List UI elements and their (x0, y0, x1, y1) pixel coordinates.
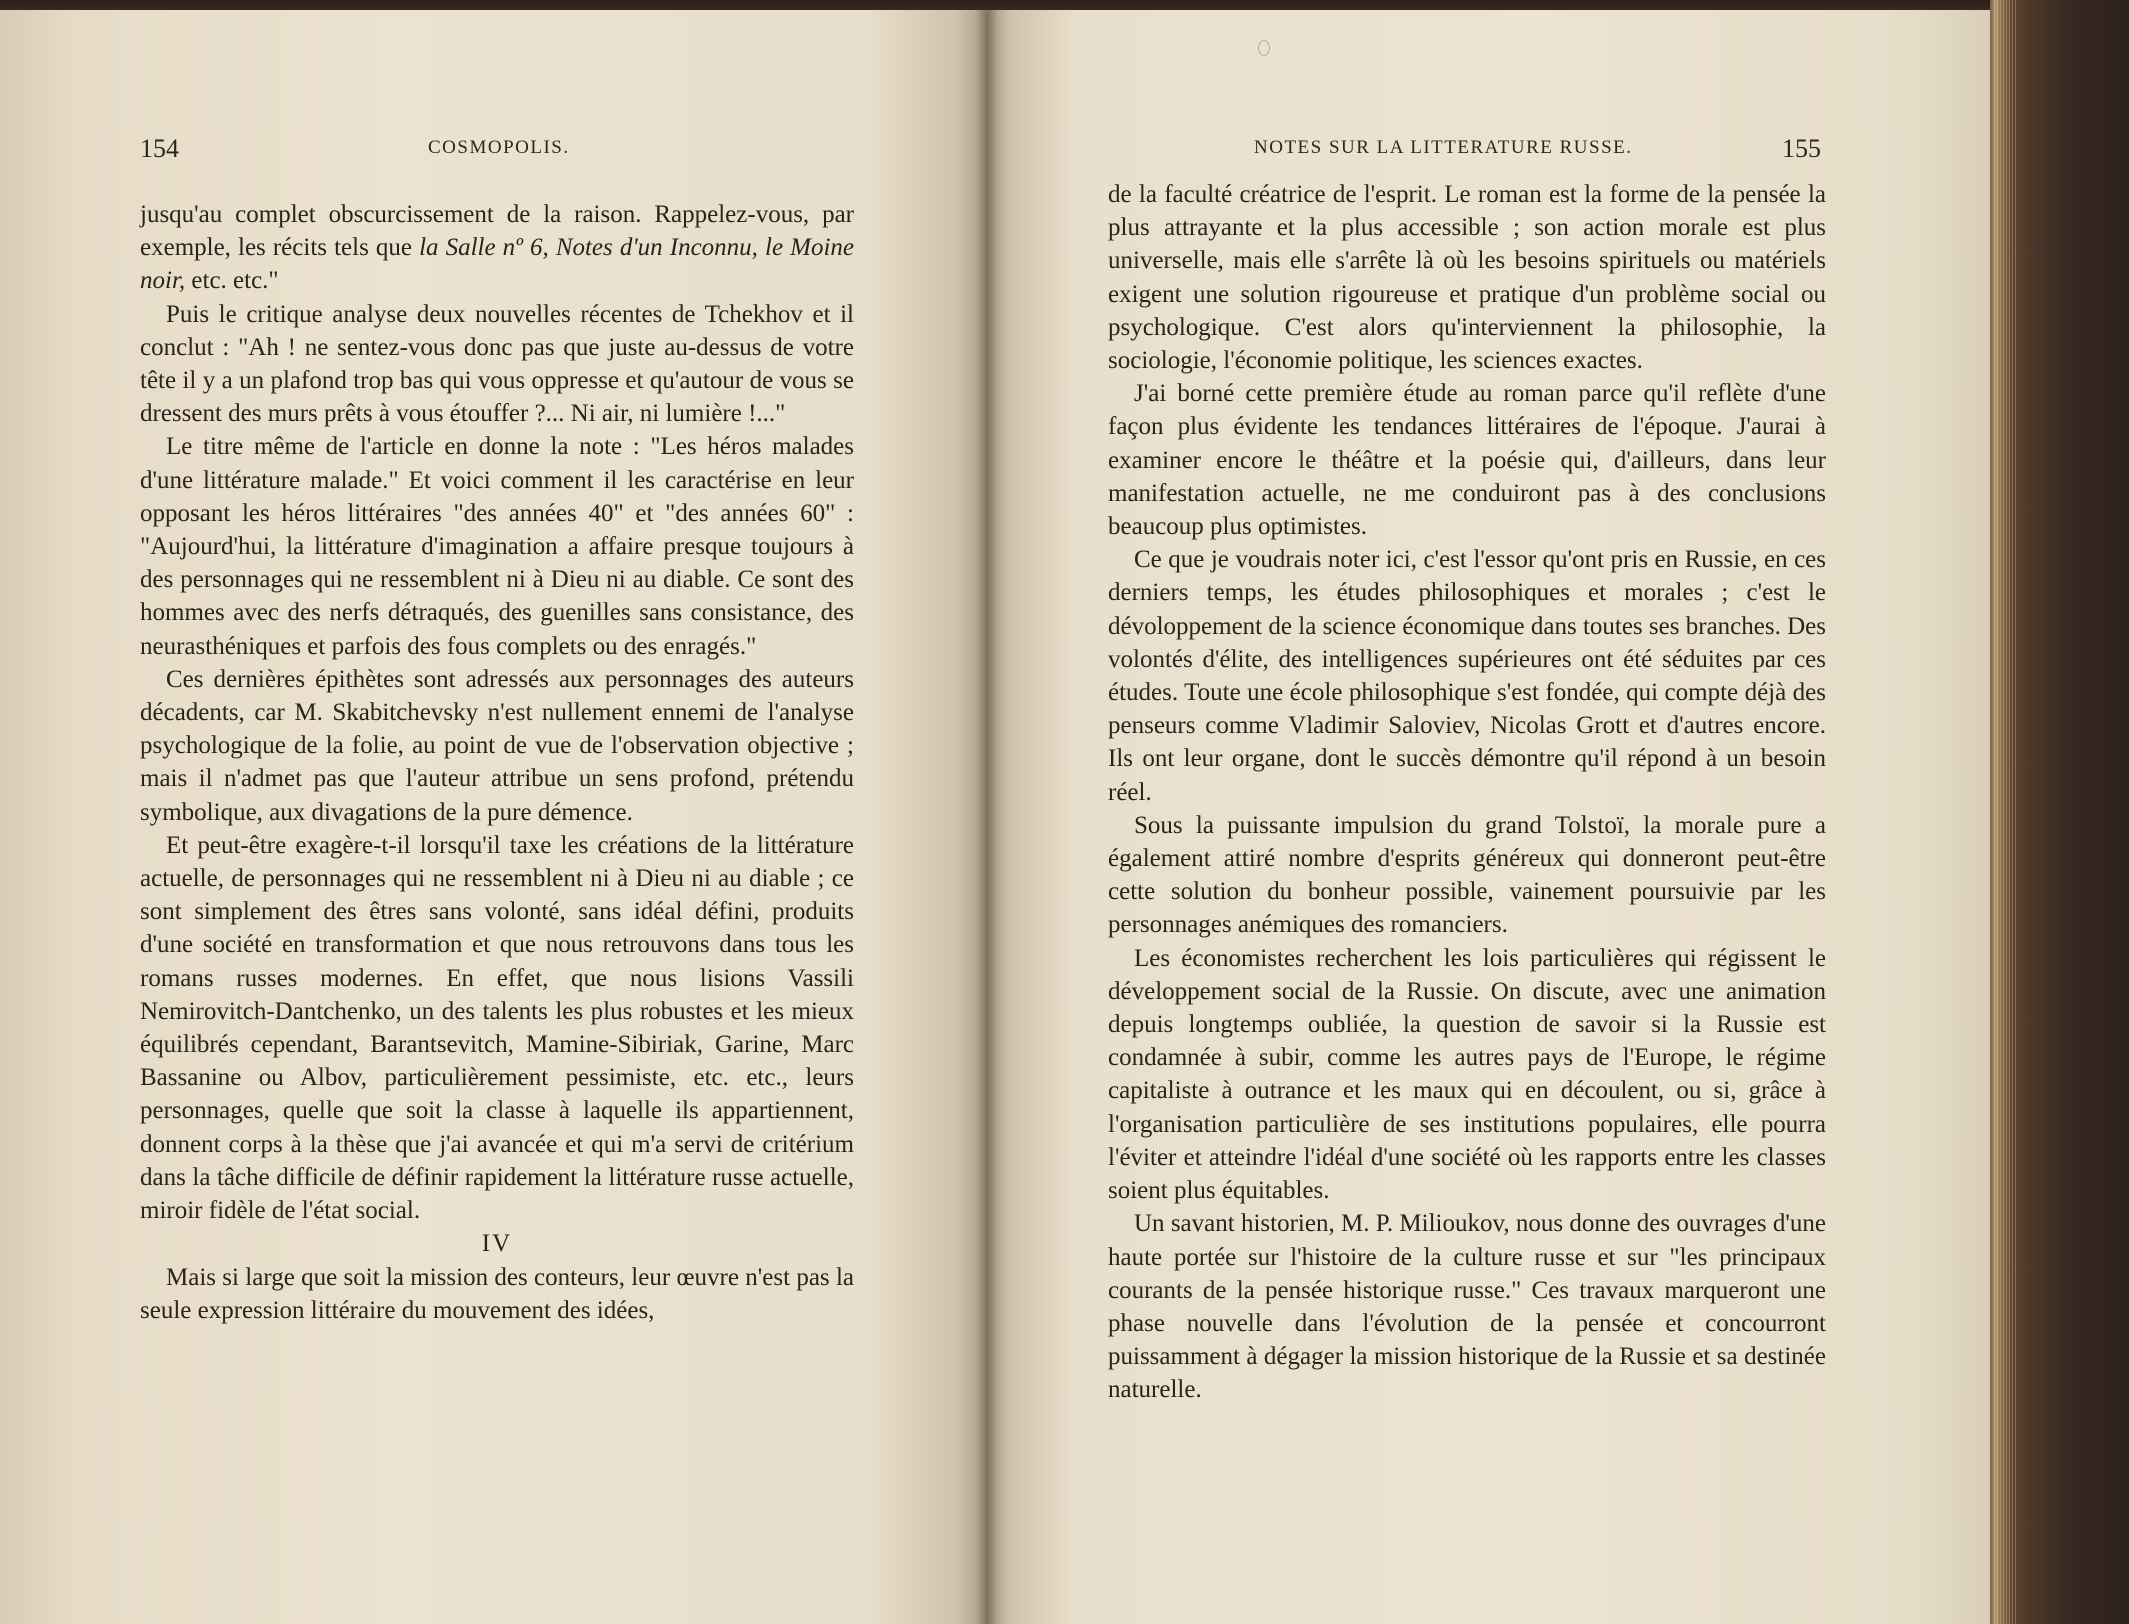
paragraph: de la faculté créatrice de l'esprit. Le roman est la forme de la pensée la plus attrayante et la plus accessible ; son action morale est plus universelle, mais elle s'arrête là où les besoins spirituels ou matériels exigent une solution rigoureuse et pratique d'un problème social ou psychologique. C'est alors qu'interviennent la philosophie, la sociologie, l'économie politique, les sciences exactes. (1108, 181, 1826, 375)
paragraph: Puis le critique analyse deux nouvelles récentes de Tchekhov et il conclut : "Ah ! ne sentez-vous donc pas que juste au-dessus de votre tête il y a un plafond trop bas qui vous oppresse et qu'autour de vous se dressent des murs prêts à vous étouffer ?... Ni air, ni lumière !..." (140, 300, 854, 428)
paragraph: J'ai borné cette première étude au roman parce qu'il reflète d'une façon plus évidente les tendances littéraires de l'époque. J'aurai à examiner encore le théâtre et la poésie qui, d'ailleurs, dans leur manifestation actuelle, ne me conduiront pas à des conclusions beaucoup plus optimistes. (1108, 380, 1826, 541)
paragraph: Et peut-être exagère-t-il lorsqu'il taxe les créations de la littérature actuelle, de personnages qui ne ressemblent ni à Dieu ni au diable ; ce sont simplement des êtres sans volonté, sans idéal défini, produits d'une société en transformation et que nous retrouvons dans tous les romans russes modernes. En effet, que nous lisions Vassili Nemirovitch-Dantchenko, un des talents les plus robustes et les mieux équilibrés cependant, Barantsevitch, Mamine-Sibiriak, Garine, Marc Bassanine ou Albov, particulièrement pessimiste, etc. etc., leurs personnages, quelle que soit la classe à laquelle ils appartiennent, donnent corps à la thèse que j'ai avancée et qui m'a servi de critérium dans la tâche difficile de définir rapidement la littérature russe actuelle, miroir fidèle de l'état social. (140, 831, 854, 1225)
paragraph: Mais si large que soit la mission des conteurs, leur œuvre n'est pas la seule expression littéraire du mouvement des idées, (140, 1263, 854, 1324)
italic-titles: la Salle nº 6, Notes d'un Inconnu, le Moine noir, (140, 234, 855, 295)
pencil-mark-icon (1258, 40, 1270, 56)
running-head-left: COSMOPOLIS. (428, 137, 570, 158)
section-heading: IV (481, 1230, 513, 1258)
paragraph: Ce que je voudrais noter ici, c'est l'essor qu'ont pris en Russie, en ces derniers temps, les études philosophiques et morales ; c'est le dévoloppement de la science économique dans toutes ses branches. Des volontés d'élite, des intelligences supérieures ont été séduites par ces études. Toute une école philosophique s'est fondée, qui compte déjà des penseurs comme Vladimir Saloviev, Nicolas Grott et d'autres encore. Ils ont leur organe, dont le succès démontre qu'il répond à un besoin réel. (1108, 546, 1826, 806)
paragraph-text: etc. etc." (185, 267, 279, 295)
paragraph: Un savant historien, M. P. Milioukov, nous donne des ouvrages d'une haute portée sur l'histoire de la culture russe et sur "les principaux courants de la pensée historique russe." Ces travaux marqueront une phase nouvelle dans l'évolution de la pensée et concourront puissamment à dégager la mission historique de la Russie et sa destinée naturelle. (1108, 1210, 1826, 1404)
page-number-left: 154 (140, 134, 179, 163)
right-text-block (1108, 178, 1826, 1407)
paragraph (140, 198, 854, 298)
paragraph-text: jusqu'au complet obscurcissement de la raison. Rappelez-vous, par exemple, les récits tels que (140, 201, 854, 262)
page-number-right: 155 (1782, 134, 1821, 163)
paragraph: Le titre même de l'article en donne la note : "Les héros malades d'une littérature malade." Et voici comment il les caractérise en leur opposant les héros littéraires "des années 40" et "des années 60" : "Aujourd'hui, la littérature d'imagination a affaire presque toujours à des personnages qui ne ressemblent ni à Dieu ni au diable. Ce sont des hommes avec des nerfs détraqués, des guenilles sans consistance, des neurasthéniques et parfois des fous complets ou des enragés." (140, 433, 854, 660)
running-head-right: NOTES SUR LA LITTERATURE RUSSE. (1254, 137, 1633, 158)
page-edges (1994, 0, 2016, 1624)
paragraph: Ces dernières épithètes sont adressés aux personnages des auteurs décadents, car M. Skabitchevsky n'est nullement ennemi de l'analyse psychologique de la folie, au point de vue de l'observation objective ; mais il n'admet pas que l'auteur attribue un sens profond, prétendu symbolique, aux divagations de la pure démence. (140, 665, 854, 826)
left-text-block (140, 198, 854, 1327)
left-page (0, 10, 986, 1624)
book-gutter (976, 10, 998, 1624)
paragraph: Sous la puissante impulsion du grand Tolstoï, la morale pure a également attiré nombre d'esprits généreux qui donneront peut-être cette solution du bonheur possible, vainement poursuivie par les personnages anémiques des romanciers. (1108, 811, 1826, 939)
paragraph: Les économistes recherchent les lois particulières qui régissent le développement social de la Russie. On discute, avec une animation depuis longtemps oubliée, la question de savoir si la Russie est condamnée à subir, comme les autres pays de l'Europe, le régime capitaliste à outrance et les maux qui en découlent, ou si, grâce à l'organisation particulière de ses institutions populaires, elle pourra l'éviter et atteindre l'idéal d'une société où les rapports entre les classes soient plus équitables. (1108, 944, 1826, 1205)
